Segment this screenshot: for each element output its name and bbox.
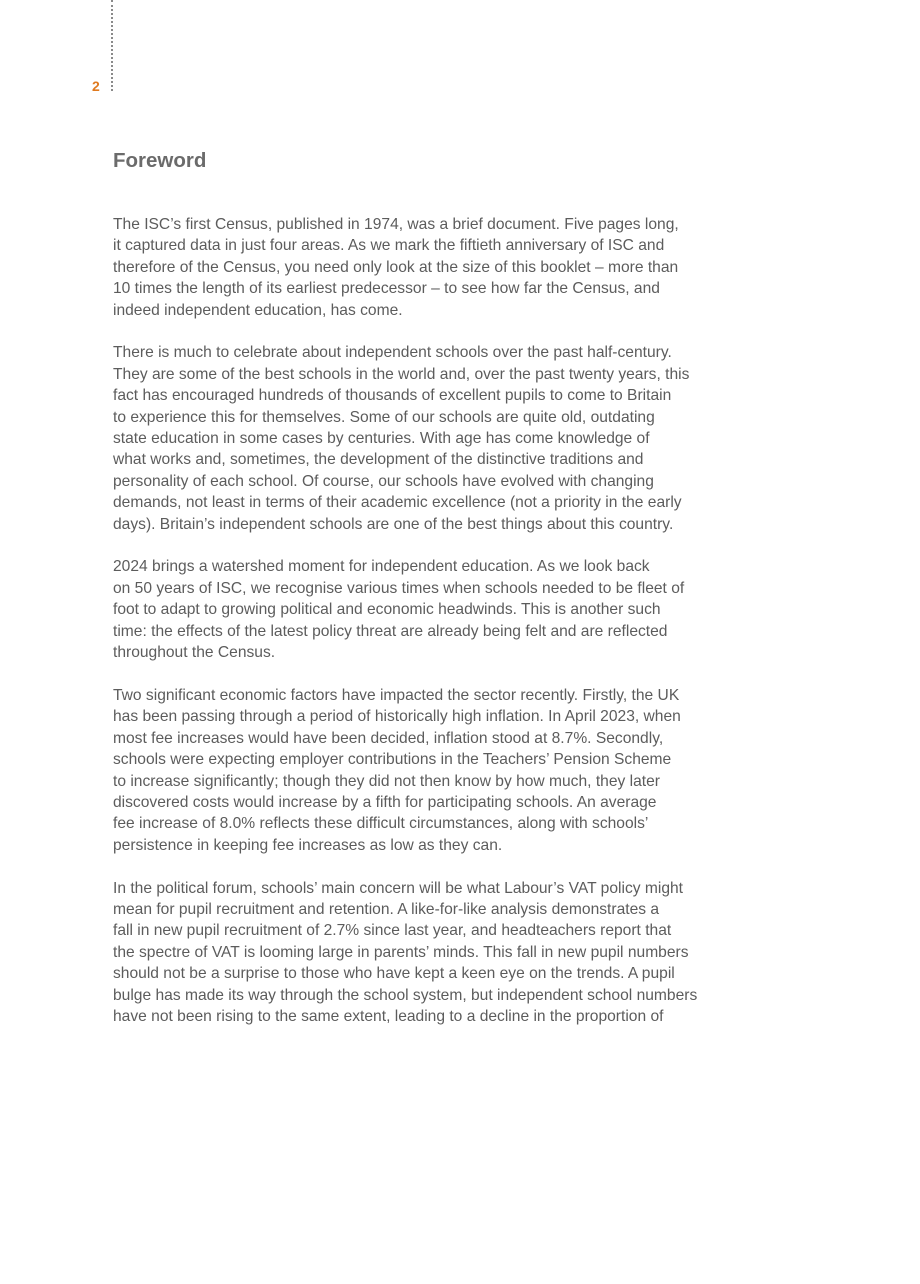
text-line: therefore of the Census, you need only look at the size of this booklet – more than	[113, 258, 679, 276]
paragraph	[113, 878, 753, 1028]
text-line: time: the effects of the latest policy threat are already being felt and are reflected	[113, 622, 668, 640]
text-line: most fee increases would have been decided, inflation stood at 8.7%. Secondly,	[113, 729, 664, 747]
text-line: schools were expecting employer contributions in the Teachers’ Pension Scheme	[113, 751, 672, 769]
text-line: mean for pupil recruitment and retention. A like-for-like analysis demonstrates a	[113, 900, 660, 918]
text-line: The ISC’s first Census, published in 1974, was a brief document. Five pages long,	[113, 216, 679, 233]
paragraph	[113, 556, 753, 663]
page-title: Foreword	[113, 149, 207, 172]
text-line: should not be a surprise to those who have kept a keen eye on the trends. A pupil	[113, 965, 675, 983]
text-line: They are some of the best schools in the world and, over the past twenty years, this	[113, 365, 690, 383]
text-line: have not been rising to the same extent, leading to a decline in the proportion of	[113, 1007, 664, 1025]
text-line: throughout the Census.	[113, 644, 276, 662]
text-line: indeed independent education, has come.	[113, 301, 403, 319]
paragraph	[113, 214, 753, 321]
text-line: days). Britain’s independent schools are one of the best things about this country.	[113, 515, 674, 533]
body-text	[113, 214, 753, 1049]
text-line: discovered costs would increase by a fifth for participating schools. An average	[113, 793, 657, 811]
text-line: bulge has made its way through the school system, but independent school numbers	[113, 986, 698, 1004]
text-line: fall in new pupil recruitment of 2.7% since last year, and headteachers report that	[113, 922, 672, 940]
paragraph	[113, 685, 753, 856]
text-line: demands, not least in terms of their academic excellence (not a priority in the early	[113, 494, 682, 512]
text-line: it captured data in just four areas. As we mark the fiftieth anniversary of ISC and	[113, 237, 665, 255]
text-line: fact has encouraged hundreds of thousands of excellent pupils to come to Britain	[113, 387, 672, 405]
text-line: 2024 brings a watershed moment for independent education. As we look back	[113, 558, 650, 576]
page-number: 2	[92, 78, 100, 94]
text-line: to increase significantly; though they did not then know by how much, they later	[113, 772, 660, 790]
paragraph	[113, 342, 753, 535]
text-line: persistence in keeping fee increases as low as they can.	[113, 836, 503, 854]
text-line: In the political forum, schools’ main concern will be what Labour’s VAT policy might	[113, 879, 684, 897]
text-line: 10 times the length of its earliest predecessor – to see how far the Census, and	[113, 280, 660, 298]
text-line: the spectre of VAT is looming large in parents’ minds. This fall in new pupil numbers	[113, 943, 689, 961]
text-line: foot to adapt to growing political and economic headwinds. This is another such	[113, 601, 661, 619]
text-line: There is much to celebrate about independent schools over the past half-century.	[113, 344, 672, 362]
text-line: Two significant economic factors have impacted the sector recently. Firstly, the UK	[113, 686, 680, 704]
text-line: personality of each school. Of course, our schools have evolved with changing	[113, 472, 654, 490]
text-line: has been passing through a period of historically high inflation. In April 2023, when	[113, 708, 681, 726]
text-line: state education in some cases by centuries. With age has come knowledge of	[113, 430, 650, 448]
text-line: on 50 years of ISC, we recognise various times when schools needed to be fleet of	[113, 579, 685, 597]
dotted-margin-rule	[111, 0, 113, 91]
text-line: what works and, sometimes, the development of the distinctive traditions and	[113, 451, 644, 469]
text-line: fee increase of 8.0% reflects these difficult circumstances, along with schools’	[113, 815, 649, 833]
text-line: to experience this for themselves. Some of our schools are quite old, outdating	[113, 408, 655, 426]
